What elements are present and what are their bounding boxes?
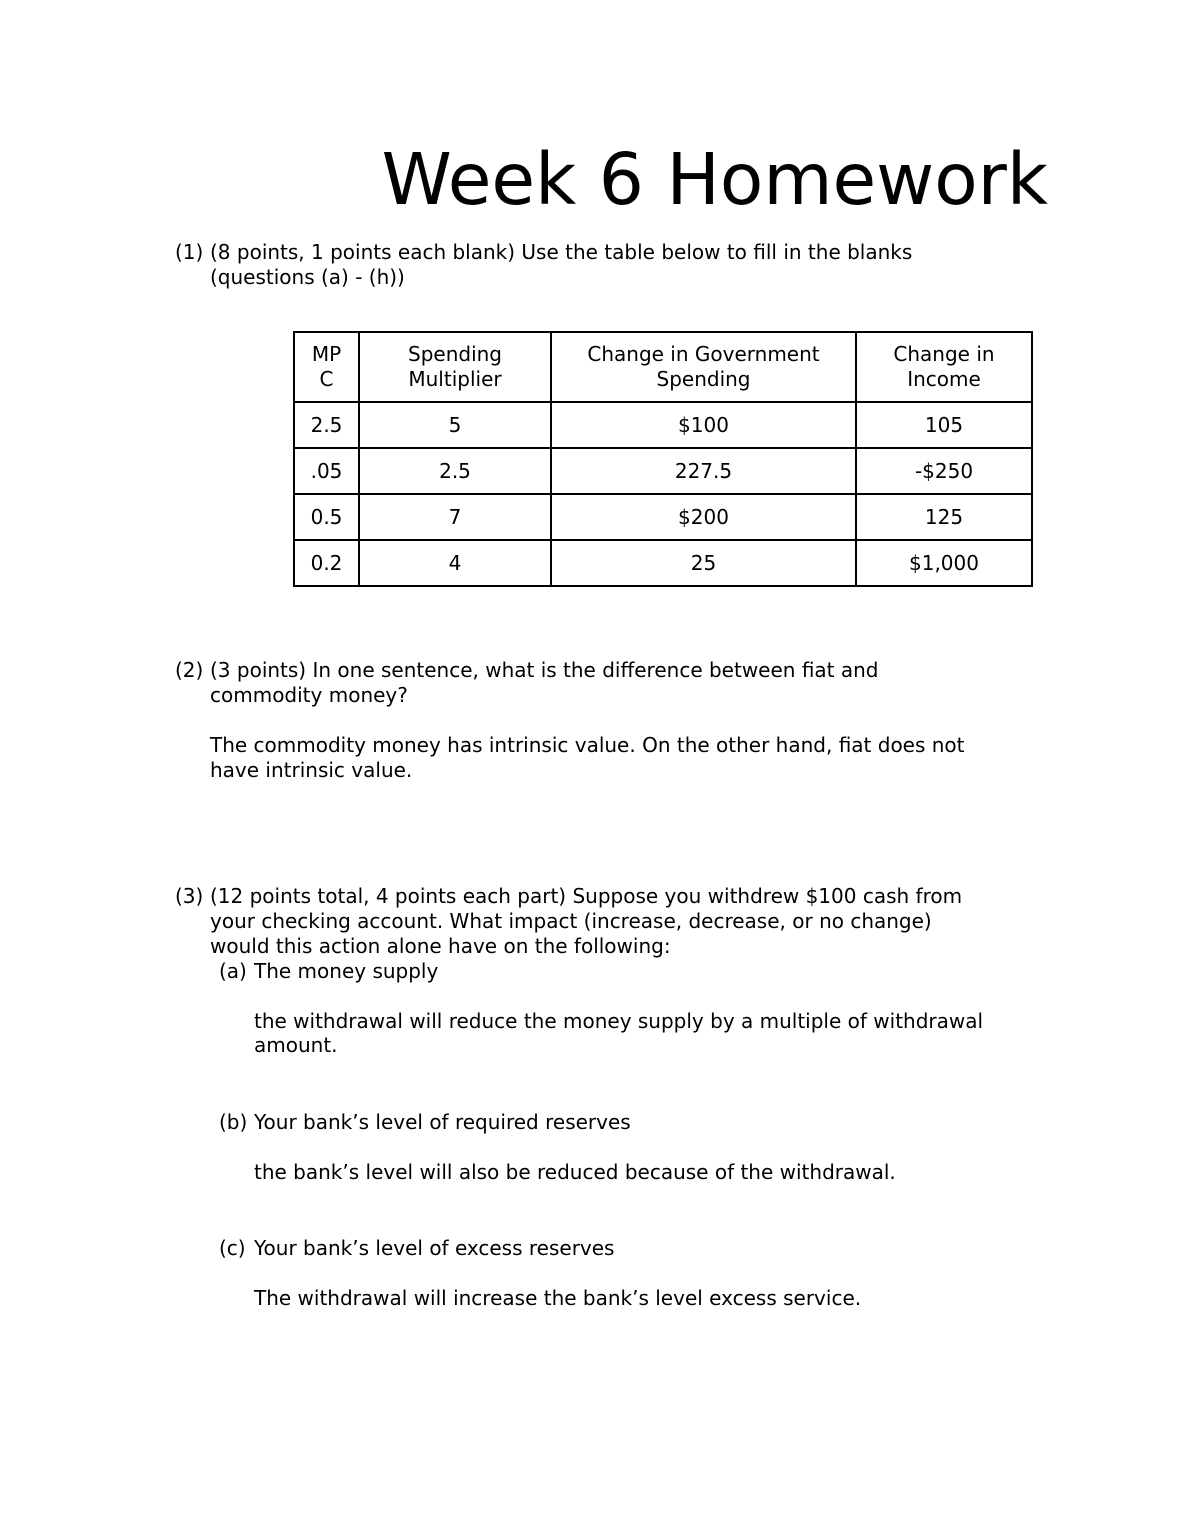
part-a-label: (a): [219, 959, 247, 983]
header-line: Income: [907, 367, 981, 391]
table-cell: $100: [551, 402, 856, 448]
table-cell: 5: [359, 402, 551, 448]
question-2-answer-line1: The commodity money has intrinsic value. On the other hand, fiat does not: [210, 733, 965, 757]
table-row: [294, 448, 1032, 494]
table-cell: 2.5: [359, 448, 551, 494]
table-row: [294, 540, 1032, 586]
question-3-text-line2: your checking account. What impact (increase, decrease, or no change): [210, 909, 932, 933]
header-spending-multiplier: [359, 332, 551, 402]
question-3-number: (3): [175, 884, 204, 908]
part-a-answer-line1: the withdrawal will reduce the money supply by a multiple of withdrawal: [254, 1009, 984, 1033]
part-a-question: The money supply: [254, 959, 439, 983]
question-1-text-line2: (questions (a) - (h)): [210, 265, 405, 289]
header-line: Multiplier: [408, 367, 502, 391]
question-1-number: (1): [175, 240, 204, 264]
question-2-answer-line2: have intrinsic value.: [210, 758, 413, 782]
header-line: Change in Government: [587, 342, 820, 366]
part-b-question: Your bank’s level of required reserves: [254, 1110, 631, 1134]
table-cell: 125: [856, 494, 1032, 540]
header-line: C: [319, 367, 334, 391]
table-cell: 7: [359, 494, 551, 540]
table-cell: $200: [551, 494, 856, 540]
header-line: Spending: [408, 342, 502, 366]
part-a-answer-line2: amount.: [254, 1033, 338, 1057]
table-cell: 4: [359, 540, 551, 586]
header-change-government-spending: [551, 332, 856, 402]
header-mpc: [294, 332, 359, 402]
part-b-answer: the bank’s level will also be reduced because of the withdrawal.: [254, 1160, 896, 1184]
header-line: MP: [311, 342, 342, 366]
page-title: Week 6 Homework: [381, 138, 1048, 221]
multiplier-table: [293, 331, 1033, 587]
part-b-label: (b): [219, 1110, 248, 1134]
question-3-text-line1: (12 points total, 4 points each part) Suppose you withdrew $100 cash from: [210, 884, 963, 908]
table-header-row: [294, 332, 1032, 402]
table-cell: 0.5: [294, 494, 359, 540]
table-cell: 227.5: [551, 448, 856, 494]
question-1-text-line1: (8 points, 1 points each blank) Use the table below to fill in the blanks: [210, 240, 913, 264]
question-2-text-line2: commodity money?: [210, 683, 408, 707]
header-line: Spending: [656, 367, 751, 391]
table-cell: 25: [551, 540, 856, 586]
table-cell: 2.5: [294, 402, 359, 448]
table-cell: 0.2: [294, 540, 359, 586]
table-cell: -$250: [856, 448, 1032, 494]
header-change-income: [856, 332, 1032, 402]
header-line: Change in: [893, 342, 995, 366]
question-3-text-line3: would this action alone have on the following:: [210, 934, 671, 958]
table-cell: .05: [294, 448, 359, 494]
part-c-label: (c): [219, 1236, 246, 1260]
part-c-answer: The withdrawal will increase the bank’s level excess service.: [254, 1286, 862, 1310]
question-2-number: (2): [175, 658, 204, 682]
table-cell: $1,000: [856, 540, 1032, 586]
question-2-text-line1: (3 points) In one sentence, what is the difference between fiat and: [210, 658, 879, 682]
table-cell: 105: [856, 402, 1032, 448]
table-row: [294, 402, 1032, 448]
table-row: [294, 494, 1032, 540]
part-c-question: Your bank’s level of excess reserves: [254, 1236, 615, 1260]
